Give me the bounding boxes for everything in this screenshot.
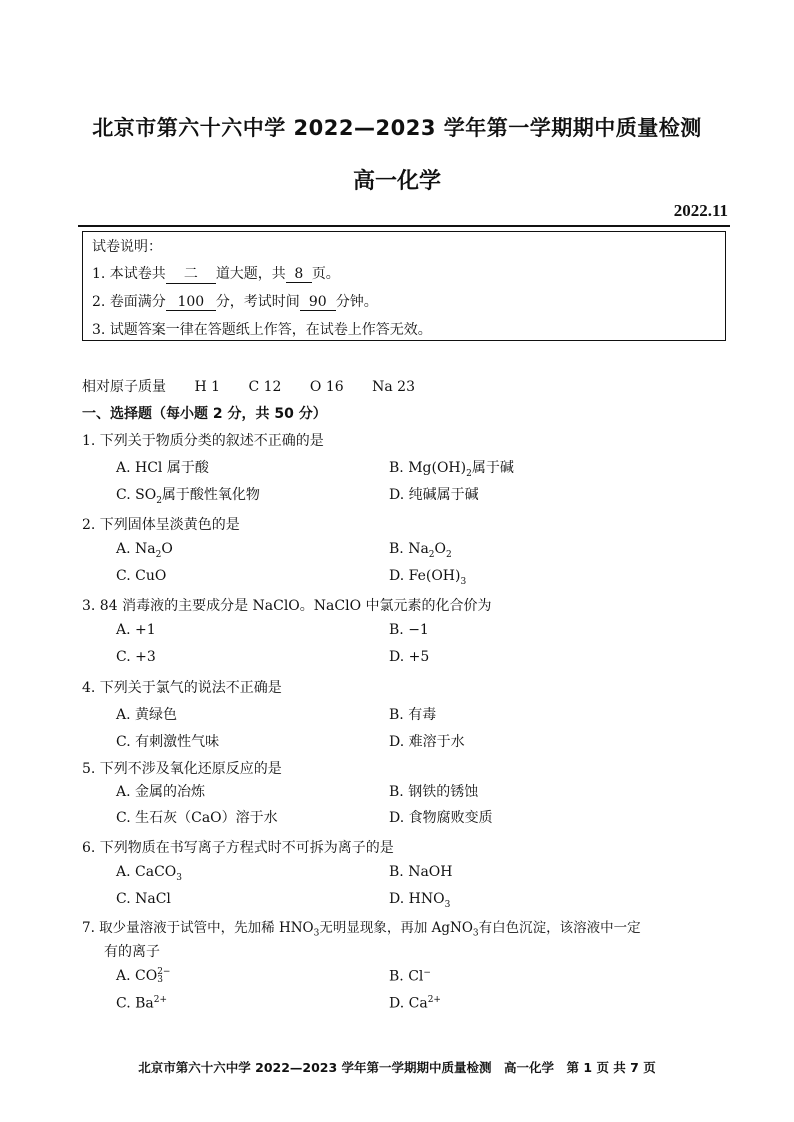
q3-option-b: B. −1 <box>389 622 429 638</box>
q3-option-c: C. +3 <box>116 649 156 665</box>
text: 有白色沉淀，该溶液中一定 <box>478 920 641 936</box>
subscript: 3 <box>460 576 467 587</box>
subscript: 3 <box>157 975 163 985</box>
q3-option-d: D. +5 <box>389 649 430 665</box>
instruction-line-3: 3. 试题答案一律在答题纸上作答，在试卷上作答无效。 <box>92 322 432 338</box>
q4-option-c: C. 有刺激性气味 <box>116 734 220 750</box>
question-7-stem-line-1 <box>82 916 641 939</box>
q5-option-d: D. 食物腐败变质 <box>389 810 493 826</box>
q7-option-c <box>116 995 167 1012</box>
text: B. Na <box>389 541 429 557</box>
instruction-line-1 <box>92 263 340 284</box>
page-footer: 北京市第六十六中学 2022—2023 学年第一学期期中质量检测 高一化学 第 1 页 共 7 页 <box>138 1060 656 1075</box>
instructions-box <box>82 231 726 341</box>
q7-option-d <box>389 995 441 1012</box>
question-1-stem: 1. 下列关于物质分类的叙述不正确的是 <box>82 433 324 449</box>
subscript: 2 <box>446 549 452 560</box>
question-2-stem: 2. 下列固体呈淡黄色的是 <box>82 517 240 533</box>
q1-option-b <box>389 457 514 479</box>
text: C. SO <box>116 487 157 503</box>
blank: 100 <box>166 294 216 311</box>
text: C. Ba <box>116 995 154 1012</box>
header-rule <box>78 225 730 227</box>
instruction-line-2 <box>92 291 378 311</box>
instructions-heading: 试卷说明： <box>92 239 162 255</box>
blank: 8 <box>286 266 312 283</box>
q5-option-b: B. 钢铁的锈蚀 <box>389 784 479 800</box>
subscript: 3 <box>176 872 182 883</box>
question-6-stem: 6. 下列物质在书写离子方程式时不可拆为离子的是 <box>82 840 394 856</box>
text: D. HNO <box>389 891 445 907</box>
blank: 90 <box>300 294 336 311</box>
question-7-stem-line-2: 有的离子 <box>104 944 160 960</box>
text: 分，考试时间 <box>215 294 300 310</box>
text: O <box>161 541 173 557</box>
superscript: 2+ <box>427 995 441 1005</box>
blank: 二 <box>166 263 216 284</box>
q6-option-d <box>389 891 450 910</box>
superscript: 2+ <box>153 995 168 1005</box>
text: 分钟。 <box>335 294 378 310</box>
subscript: 3 <box>472 928 479 939</box>
text: B. Cl <box>389 968 424 985</box>
q7-option-b <box>389 968 431 985</box>
exam-date: 2022.11 <box>673 201 728 220</box>
q4-option-b: B. 有毒 <box>389 707 437 723</box>
atomic-mass-item: O 16 <box>309 379 344 395</box>
atomic-mass-item: C 12 <box>248 379 282 395</box>
q2-option-a <box>116 541 173 560</box>
subscript: 3 <box>444 899 451 910</box>
text: 2. 卷面满分 <box>92 294 166 310</box>
subscript: 2 <box>156 495 162 506</box>
superscript: − <box>423 968 431 978</box>
section-heading: 一、选择题（每小题 2 分，共 50 分） <box>82 406 327 422</box>
text: A. Na <box>116 541 156 557</box>
q1-option-d: D. 纯碱属于碱 <box>389 487 479 503</box>
q6-option-c: C. NaCl <box>116 891 171 907</box>
q2-option-b <box>389 541 452 560</box>
q1-option-c <box>116 484 260 506</box>
atomic-mass-label: 相对原子质量 <box>82 379 166 395</box>
text: 道大题，共 <box>215 266 286 282</box>
charge-stack <box>157 968 170 984</box>
text: 1. 本试卷共 <box>92 266 166 282</box>
text: 7. 取少量溶液于试管中，先加稀 HNO <box>82 920 314 936</box>
subscript: 3 <box>313 928 320 939</box>
subscript: 2 <box>466 468 472 479</box>
q5-option-c: C. 生石灰（CaO）溶于水 <box>116 810 278 826</box>
q4-option-d: D. 难溶于水 <box>389 734 465 750</box>
q6-option-a <box>116 864 182 883</box>
q3-option-a: A. +1 <box>116 622 156 638</box>
text: A. CO <box>116 968 158 984</box>
question-5-stem: 5. 下列不涉及氧化还原反应的是 <box>82 761 282 777</box>
q4-option-a: A. 黄绿色 <box>116 707 178 723</box>
subscript: 2 <box>155 549 162 560</box>
text: B. Mg(OH) <box>389 460 467 476</box>
q6-option-b: B. NaOH <box>389 864 453 880</box>
text: 属于碱 <box>471 460 514 476</box>
atomic-mass-item: Na 23 <box>372 379 415 395</box>
question-3-stem: 3. 84 消毒液的主要成分是 NaClO。NaClO 中氯元素的化合价为 <box>82 598 492 614</box>
subscript: 2 <box>428 549 435 560</box>
exam-title: 北京市第六十六中学 2022—2023 学年第一学期期中质量检测 <box>92 116 702 140</box>
q5-option-a: A. 金属的冶炼 <box>116 784 206 800</box>
question-4-stem: 4. 下列关于氯气的说法不正确是 <box>82 680 282 696</box>
q2-option-c: C. CuO <box>116 568 167 584</box>
q2-option-d <box>389 568 466 587</box>
text: A. CaCO <box>116 864 177 880</box>
exam-subject: 高一化学 <box>352 169 441 194</box>
text: O <box>434 541 447 557</box>
q1-option-a: A. HCl 属于酸 <box>116 460 209 476</box>
text: D. Fe(OH) <box>389 568 461 584</box>
atomic-mass-item: H 1 <box>194 379 221 395</box>
text: 页。 <box>311 266 340 282</box>
text: 属于酸性氧化物 <box>161 487 260 503</box>
superscript: 2− <box>157 967 171 977</box>
q7-option-a <box>116 968 170 984</box>
atomic-mass-line <box>82 376 439 396</box>
text: 无明显现象，再加 AgNO <box>319 920 473 936</box>
text: D. Ca <box>389 995 428 1012</box>
